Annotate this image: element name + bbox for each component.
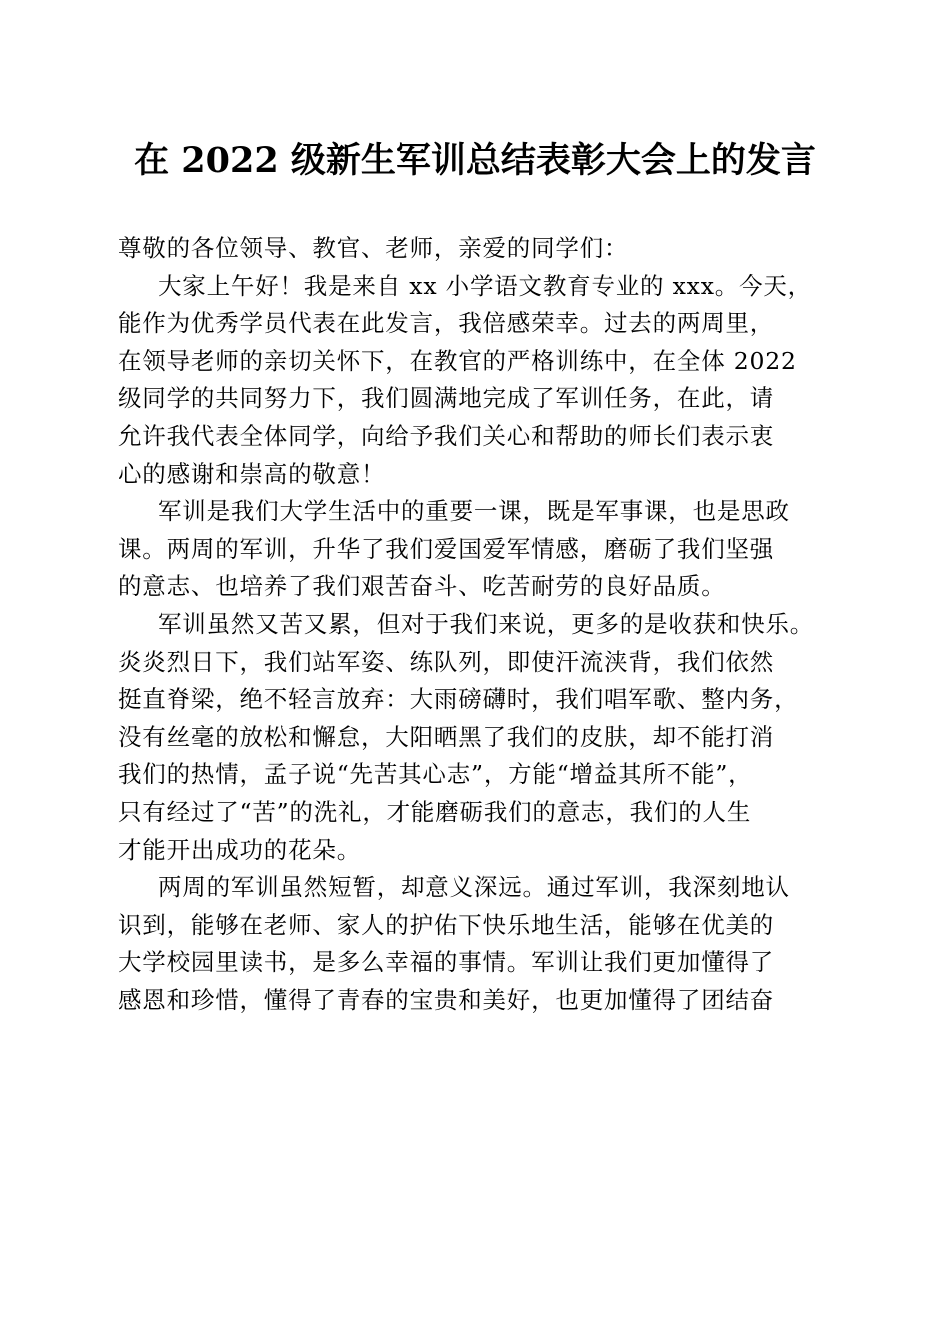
body-line: 的意志、也培养了我们艰苦奋斗、吃苦耐劳的良好品质。 [118,572,726,601]
body-line: 大家上午好！我是来自 xx 小学语文教育专业的 xxx。今天， [158,271,812,300]
body-line: 心的感谢和崇高的敬意！ [118,459,386,488]
body-line: 才能开出成功的花朵。 [118,835,361,864]
body-line: 炎炎烈日下，我们站军姿、练队列，即使汗流浃背，我们依然 [118,647,775,676]
body-line: 大学校园里读书，是多么幸福的事情。军训让我们更加懂得了 [118,948,775,977]
body-line: 军训虽然又苦又累，但对于我们来说，更多的是收获和快乐。 [158,609,815,638]
body-line: 能作为优秀学员代表在此发言，我倍感荣幸。过去的两周里， [118,309,775,338]
body-line: 课。两周的军训，升华了我们爱国爱军情感，磨砺了我们坚强 [118,534,775,563]
body-line: 没有丝毫的放松和懈怠，大阳晒黑了我们的皮肤，却不能打消 [118,722,775,751]
body-line: 级同学的共同努力下，我们圆满地完成了军训任务，在此，请 [118,384,775,413]
body-line: 挺直脊梁，绝不轻言放弃：大雨磅礴时，我们唱军歌、整内务， [118,685,799,714]
body-line: 允许我代表全体同学，向给予我们关心和帮助的师长们表示衷 [118,421,775,450]
body-line: 军训是我们大学生活中的重要一课，既是军事课，也是思政 [158,497,790,526]
document-body [118,230,838,1019]
document-title: 在 2022 级新生军训总结表彰大会上的发言 [134,140,816,181]
body-line: 只有经过了“苦”的洗礼，才能磨砺我们的意志，我们的人生 [118,797,752,826]
body-line: 尊敬的各位领导、教官、老师，亲爱的同学们： [118,234,629,262]
body-line: 识到，能够在老师、家人的护佑下快乐地生活，能够在优美的 [118,910,775,939]
body-line: 两周的军训虽然短暂，却意义深远。通过军训，我深刻地认 [158,873,790,902]
body-line: 我们的热情，孟子说“先苦其心志”，方能“增益其所不能”， [118,760,753,789]
body-line: 在领导老师的亲切关怀下，在教官的严格训练中，在全体 2022 [118,346,797,375]
body-line: 感恩和珍惜，懂得了青春的宝贵和美好，也更加懂得了团结奋 [118,985,775,1014]
